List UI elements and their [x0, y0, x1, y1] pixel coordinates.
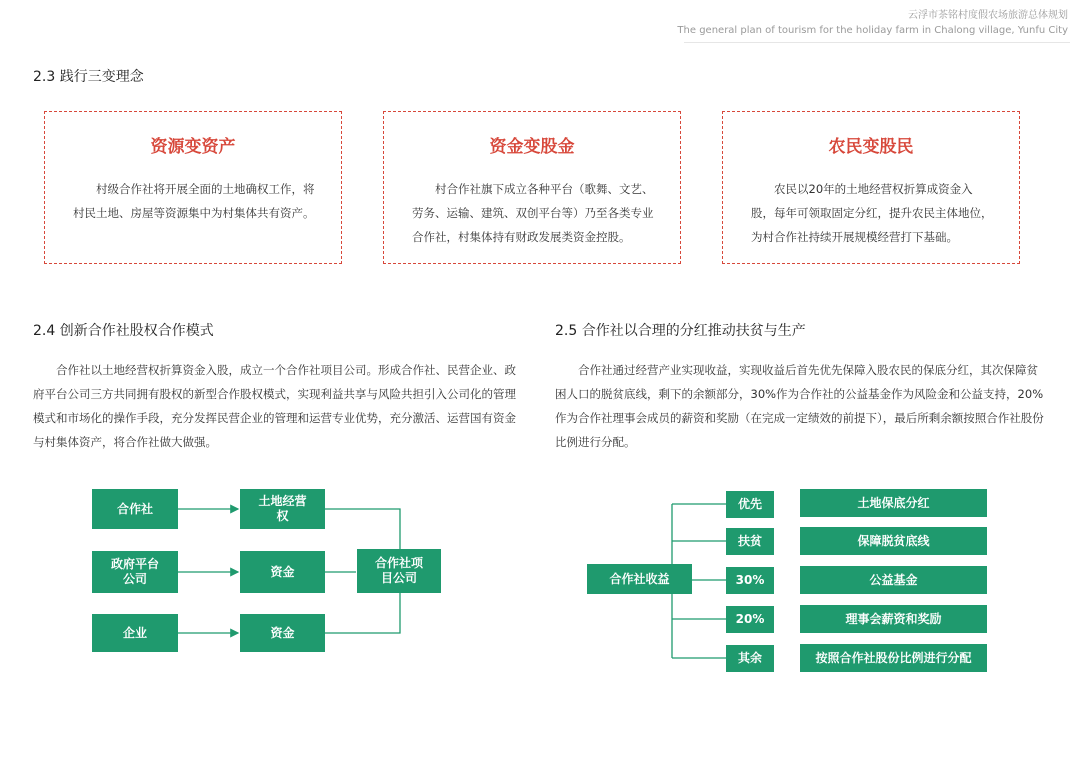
source-box-government-platform: 政府平台公司 [92, 551, 178, 593]
line-land-to-company [325, 509, 400, 549]
target-box-project-company: 合作社项目公司 [357, 549, 441, 593]
source-box-cooperative: 合作社 [92, 489, 178, 529]
input-box-fund: 资金 [240, 551, 325, 593]
use-box-poverty-baseline: 保障脱贫底线 [800, 527, 987, 555]
card-farmer-to-shareholder [722, 111, 1020, 264]
use-box-council-salary: 理事会薪资和奖励 [800, 605, 987, 633]
use-box-land-dividend: 土地保底分红 [800, 489, 987, 517]
input-box-land-rights: 土地经营权 [240, 489, 325, 529]
use-box-share-distribution: 按照合作社股份比例进行分配 [800, 644, 987, 672]
card-body: 村合作社旗下成立各种平台（歌舞、文艺、劳务、运输、建筑、双创平台等）乃至各类专业合作社，村集体持有财政发展类资金控股。 [412, 182, 654, 244]
level-box-30pct: 30% [726, 567, 774, 594]
level-box-remainder: 其余 [726, 645, 774, 672]
card-title: 资源变资产 [150, 137, 236, 157]
section-25-title: 2.5 合作社以合理的分红推动扶贫与生产 [555, 323, 806, 339]
level-box-poverty: 扶贫 [726, 528, 774, 555]
section-24-title: 2.4 创新合作社股权合作模式 [33, 323, 214, 339]
source-box-enterprise: 企业 [92, 614, 178, 652]
header-title-en: The general plan of tourism for the holiday farm in Chalong village, Yunfu City [677, 25, 1068, 36]
section-24-body: 合作社以土地经营权折算资金入股，成立一个合作社项目公司。形成合作社、民营企业、政府平台公司三方共同拥有股权的新型合作股权模式，实现利益共享与风险共担引入公司化的管理模式和市场化的操作手段，充分发挥民营企业的管理和运营专业优势，充分激活、运营国有资金与村集体资产，将合作社做大做强。 [33, 363, 516, 449]
section-23-title: 2.3 践行三变理念 [33, 69, 144, 85]
card-title: 资金变股金 [489, 137, 575, 157]
card-body: 农民以20年的土地经营权折算成资金入股，每年可领取固定分红，提升农民主体地位，为村合作社持续开展规模经营打下基础。 [751, 182, 993, 244]
section-25-body: 合作社通过经营产业实现收益，实现收益后首先优先保障入股农民的保底分红，其次保障贫困人口的脱贫底线，剩下的余额部分，30%作为合作社的公益基金作为风险金和公益支持，20%作为合作社理事会成员的薪资和奖励（在完成一定绩效的前提下），最后所剩余额按照合作社股份比例进行分配。 [555, 363, 1044, 449]
level-box-20pct: 20% [726, 606, 774, 633]
card-title: 农民变股民 [828, 137, 914, 157]
input-box-fund-2: 资金 [240, 614, 325, 652]
card-fund-to-share [383, 111, 681, 264]
line-fund2-to-company [325, 593, 400, 633]
card-body: 村级合作社将开展全面的土地确权工作，将村民土地、房屋等资源集中为村集体共有资产。 [73, 182, 315, 220]
header-title-cn: 云浮市茶铭村度假农场旅游总体规划 [908, 10, 1068, 21]
header-divider [684, 42, 1070, 43]
level-box-priority: 优先 [726, 491, 774, 518]
card-resource-to-asset [44, 111, 342, 264]
root-box-cooperative-income: 合作社收益 [587, 564, 692, 594]
use-box-public-fund: 公益基金 [800, 566, 987, 594]
